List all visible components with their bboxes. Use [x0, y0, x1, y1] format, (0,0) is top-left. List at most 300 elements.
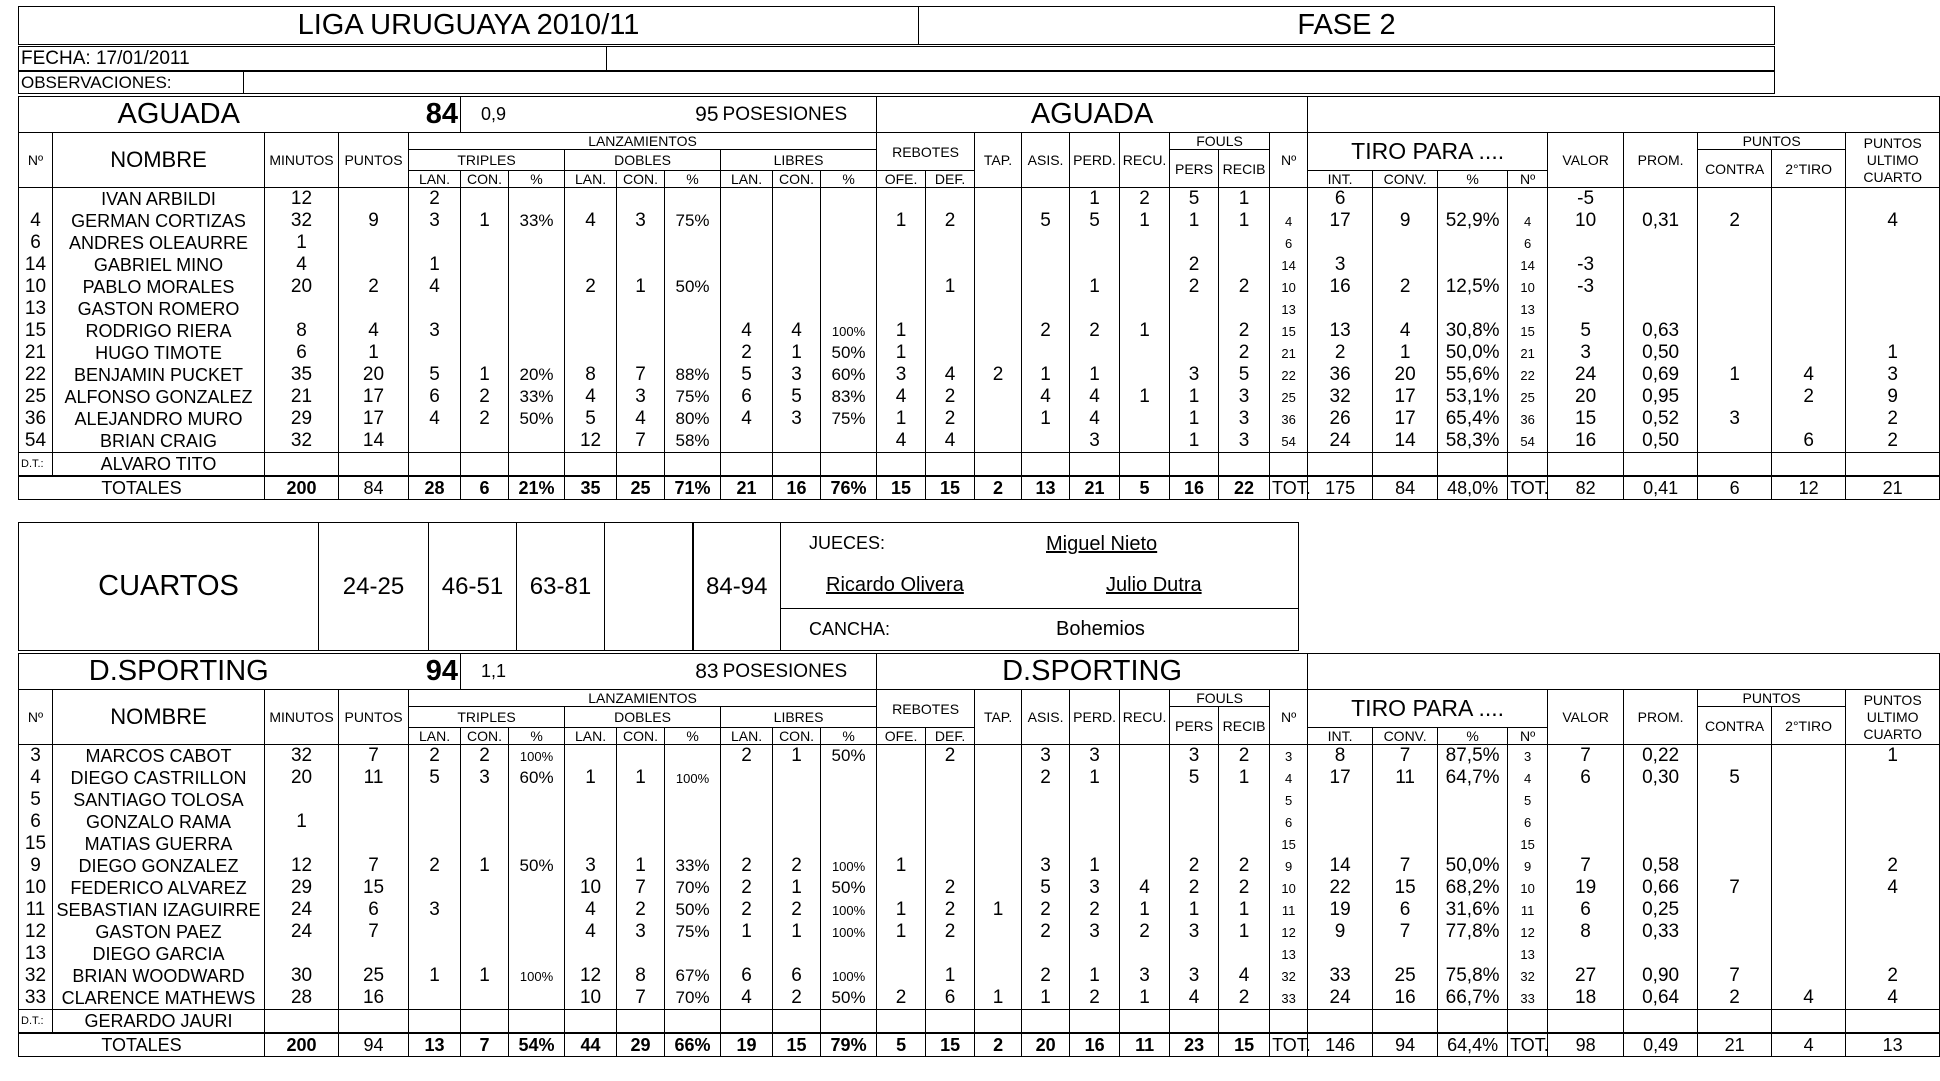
player-cell: PABLO MORALES [53, 276, 265, 298]
player-cell: 10 [565, 877, 617, 899]
judge-1: Miguel Nieto [1046, 533, 1158, 555]
player-cell: 8 [565, 364, 617, 386]
col-recib: RECIB [1219, 150, 1270, 188]
player-cell: 8 [1308, 745, 1373, 768]
player-cell: 4 [1846, 987, 1940, 1010]
player-cell [1219, 298, 1270, 320]
player-cell: 4 [339, 320, 409, 342]
player-cell: 2 [926, 408, 975, 430]
player-cell: 1 [877, 899, 926, 921]
player-cell: 13 [19, 943, 53, 965]
player-cell [975, 188, 1022, 211]
player-cell [265, 833, 339, 855]
player-cell: 5 [1219, 364, 1270, 386]
player-cell: 11 [1373, 767, 1438, 789]
player-cell [1772, 855, 1846, 877]
player-cell [409, 943, 461, 965]
player-cell: 2 [1846, 430, 1940, 453]
player-cell: 4 [409, 408, 461, 430]
col-libres: LIBRES [721, 707, 877, 728]
player-cell [565, 811, 617, 833]
player-cell: 5 [409, 364, 461, 386]
player-cell: 3 [617, 921, 665, 943]
player-cell: 29 [265, 877, 339, 899]
player-cell [975, 210, 1022, 232]
player-cell: 75% [665, 210, 721, 232]
player-cell: 3 [1548, 342, 1624, 364]
player-cell [721, 232, 773, 254]
tot-label: TOT. [1270, 476, 1308, 500]
player-cell: 1 [565, 767, 617, 789]
player-cell [509, 943, 565, 965]
player-cell: 4 [565, 899, 617, 921]
player-cell [975, 767, 1022, 789]
col-sub-ofe: OFE. [877, 728, 926, 745]
player-cell [1308, 789, 1373, 811]
player-cell [1070, 232, 1120, 254]
player-cell: 15 [1508, 320, 1548, 342]
player-cell [1438, 298, 1508, 320]
player-cell [509, 987, 565, 1010]
player-cell: 9 [1373, 210, 1438, 232]
col-sub-def: DEF. [926, 728, 975, 745]
player-cell: 21 [1508, 342, 1548, 364]
total-cell: 21 [1070, 476, 1120, 500]
player-cell [1070, 943, 1120, 965]
player-cell: 2 [339, 276, 409, 298]
player-row [19, 965, 1940, 987]
player-cell: -3 [1548, 254, 1624, 276]
player-cell [1772, 254, 1846, 276]
player-cell: 4 [1772, 987, 1846, 1010]
col-no-2: Nº [1270, 133, 1308, 188]
col-sub-con: CON. [773, 171, 821, 188]
col-sub-ofe: OFE. [877, 171, 926, 188]
player-cell: 20 [1548, 386, 1624, 408]
player-cell: IVAN ARBILDI [53, 188, 265, 211]
player-cell [617, 833, 665, 855]
player-cell [565, 320, 617, 342]
player-cell [1698, 745, 1772, 768]
player-row [19, 943, 1940, 965]
player-cell: 13 [19, 298, 53, 320]
player-cell: 100% [821, 855, 877, 877]
total-cell: 5 [877, 1033, 926, 1057]
player-cell: 33 [1308, 965, 1373, 987]
player-cell: 2 [773, 855, 821, 877]
player-cell: 3 [19, 745, 53, 768]
player-cell [1772, 320, 1846, 342]
quarters-label: CUARTOS [19, 523, 319, 651]
player-cell [617, 298, 665, 320]
player-cell [773, 232, 821, 254]
player-cell [409, 987, 461, 1010]
player-cell [1772, 342, 1846, 364]
player-cell: 1 [773, 745, 821, 768]
player-cell [1772, 298, 1846, 320]
player-cell [773, 188, 821, 211]
player-cell: 15 [1270, 320, 1308, 342]
col-dobles: DOBLES [565, 707, 721, 728]
player-cell [926, 298, 975, 320]
player-cell: 1 [926, 965, 975, 987]
player-cell: 6 [926, 987, 975, 1010]
player-cell [877, 298, 926, 320]
player-cell: 5 [1698, 767, 1772, 789]
player-cell: 6 [721, 386, 773, 408]
player-cell: 4 [926, 430, 975, 453]
player-cell [975, 408, 1022, 430]
player-cell [509, 877, 565, 899]
total-cell: 19 [721, 1033, 773, 1057]
player-cell: 3 [877, 364, 926, 386]
player-cell: MARCOS CABOT [53, 745, 265, 768]
player-cell: 14 [1308, 855, 1373, 877]
quarter-2: 46-51 [429, 523, 517, 651]
player-cell: 11 [339, 767, 409, 789]
player-cell [339, 833, 409, 855]
col-int: INT. [1308, 728, 1373, 745]
col-minutos: MINUTOS [265, 133, 339, 188]
player-cell [1624, 276, 1698, 298]
player-cell: 1 [1070, 855, 1120, 877]
player-cell: 20% [509, 364, 565, 386]
player-cell [665, 833, 721, 855]
player-cell [665, 745, 721, 768]
col-contra: CONTRA [1698, 707, 1772, 745]
player-cell: 1 [1070, 276, 1120, 298]
player-cell [1308, 232, 1373, 254]
player-cell: 2 [721, 899, 773, 921]
team-name-right: D.SPORTING [877, 654, 1308, 690]
total-cell: 82 [1548, 476, 1624, 500]
player-cell [461, 899, 509, 921]
col-int: INT. [1308, 171, 1373, 188]
player-cell: 2 [1120, 188, 1170, 211]
player-cell: 21 [1270, 342, 1308, 364]
player-cell [1438, 188, 1508, 211]
player-cell: 0,50 [1624, 430, 1698, 453]
player-cell: 2 [1170, 855, 1219, 877]
player-cell [1698, 232, 1772, 254]
player-cell: 5 [1022, 210, 1070, 232]
total-cell: 2 [975, 1033, 1022, 1057]
player-cell [1170, 232, 1219, 254]
player-cell: 2 [1373, 276, 1438, 298]
player-cell: 2 [926, 921, 975, 943]
player-cell: 14 [339, 430, 409, 453]
col-no-3: Nº [1508, 171, 1548, 188]
total-cell: 54% [509, 1033, 565, 1057]
player-cell: 1 [617, 276, 665, 298]
player-cell [975, 386, 1022, 408]
player-cell [926, 767, 975, 789]
player-cell [877, 188, 926, 211]
coach-label: D.T.: [19, 1010, 53, 1034]
player-cell: 14 [1270, 254, 1308, 276]
player-cell: 20 [1373, 364, 1438, 386]
col-valor: VALOR [1548, 690, 1624, 745]
player-cell: 11 [1508, 899, 1548, 921]
player-cell: 4 [1270, 210, 1308, 232]
player-cell: 21 [265, 386, 339, 408]
player-cell [1219, 789, 1270, 811]
player-cell: GONZALO RAMA [53, 811, 265, 833]
player-cell: 12 [265, 188, 339, 211]
player-cell [926, 188, 975, 211]
player-cell [975, 342, 1022, 364]
player-cell [1698, 833, 1772, 855]
player-cell [509, 789, 565, 811]
player-cell: 77,8% [1438, 921, 1508, 943]
player-cell [461, 811, 509, 833]
player-cell: 0,63 [1624, 320, 1698, 342]
total-cell: 13 [1846, 1033, 1940, 1057]
col-puntos-ultimo-3: CUARTO [1863, 168, 1922, 185]
player-cell: 9 [1308, 921, 1373, 943]
player-cell [1846, 188, 1940, 211]
col-no-3: Nº [1508, 728, 1548, 745]
col-tiro-para: TIRO PARA .... [1308, 690, 1548, 728]
player-cell: GASTON ROMERO [53, 298, 265, 320]
player-cell [1772, 276, 1846, 298]
possessions-label: POSESIONES [721, 97, 877, 133]
player-cell: 68,2% [1438, 877, 1508, 899]
player-cell: 32 [265, 210, 339, 232]
col-pers: PERS [1170, 150, 1219, 188]
player-cell: 2 [461, 745, 509, 768]
player-cell [617, 745, 665, 768]
player-cell: 0,52 [1624, 408, 1698, 430]
player-cell: 2 [1219, 877, 1270, 899]
player-cell: 83% [821, 386, 877, 408]
player-cell: 2 [975, 364, 1022, 386]
player-cell: 36 [1270, 408, 1308, 430]
player-cell: 2 [1846, 965, 1940, 987]
player-cell: 7 [339, 921, 409, 943]
player-cell [1698, 320, 1772, 342]
player-cell: 30,8% [1438, 320, 1508, 342]
player-cell [1548, 789, 1624, 811]
player-cell: 2 [1170, 276, 1219, 298]
player-cell: 3 [1070, 745, 1120, 768]
player-cell [1846, 276, 1940, 298]
quarter-final: 84-94 [693, 523, 781, 651]
player-cell [773, 789, 821, 811]
total-cell: 71% [665, 476, 721, 500]
total-cell: 11 [1120, 1033, 1170, 1057]
player-cell: 0,64 [1624, 987, 1698, 1010]
player-cell: 1 [1022, 364, 1070, 386]
player-cell [877, 745, 926, 768]
player-cell [1846, 811, 1940, 833]
player-cell: 4 [19, 767, 53, 789]
player-row [19, 789, 1940, 811]
player-cell: 2 [1308, 342, 1373, 364]
total-cell: 29 [617, 1033, 665, 1057]
player-cell [1219, 811, 1270, 833]
player-row [19, 921, 1940, 943]
col-sub-lan: LAN. [409, 171, 461, 188]
player-cell: 19 [1548, 877, 1624, 899]
player-row [19, 188, 1940, 211]
player-cell: 15 [19, 320, 53, 342]
total-cell: 200 [265, 476, 339, 500]
player-cell: 2 [1022, 320, 1070, 342]
player-cell [1548, 232, 1624, 254]
player-cell [565, 943, 617, 965]
player-cell: 4 [1373, 320, 1438, 342]
player-cell: 15 [1270, 833, 1308, 855]
player-cell: 70% [665, 877, 721, 899]
player-cell: 2 [1219, 320, 1270, 342]
player-cell: 2 [773, 899, 821, 921]
player-cell: 1 [1219, 921, 1270, 943]
player-cell: 1 [1120, 987, 1170, 1010]
player-cell: 3 [617, 386, 665, 408]
player-cell: 24 [1308, 430, 1373, 453]
player-cell [721, 276, 773, 298]
coach-label: D.T.: [19, 453, 53, 477]
player-cell [1270, 188, 1308, 211]
tot-label: TOT. [1508, 1033, 1548, 1057]
player-cell: 1 [461, 965, 509, 987]
player-cell [975, 298, 1022, 320]
player-cell [877, 965, 926, 987]
player-cell: 17 [1308, 767, 1373, 789]
player-cell: 13 [1308, 320, 1373, 342]
player-cell: 5 [1170, 188, 1219, 211]
player-cell: 10 [1508, 877, 1548, 899]
player-cell [1022, 342, 1070, 364]
player-cell: 3 [565, 855, 617, 877]
player-cell: 1 [461, 855, 509, 877]
player-cell [773, 833, 821, 855]
player-cell: 66,7% [1438, 987, 1508, 1010]
player-cell [1438, 943, 1508, 965]
player-cell: 60% [509, 767, 565, 789]
player-cell [1022, 232, 1070, 254]
player-cell [509, 320, 565, 342]
player-cell: 6 [721, 965, 773, 987]
player-cell: 15 [1508, 833, 1548, 855]
player-cell: 58% [665, 430, 721, 453]
col-sub-pct: % [509, 171, 565, 188]
total-cell: 84 [339, 476, 409, 500]
player-cell: 6 [1772, 430, 1846, 453]
player-cell: DIEGO GONZALEZ [53, 855, 265, 877]
player-cell: 2 [617, 899, 665, 921]
player-cell: 4 [877, 430, 926, 453]
player-cell: 7 [1373, 745, 1438, 768]
player-cell: 1 [877, 320, 926, 342]
player-cell [1308, 298, 1373, 320]
player-cell [877, 276, 926, 298]
player-cell: 52,9% [1438, 210, 1508, 232]
player-cell [565, 833, 617, 855]
player-cell: 2 [926, 877, 975, 899]
player-cell [409, 877, 461, 899]
player-cell [1698, 386, 1772, 408]
player-cell: 3 [1270, 745, 1308, 768]
player-cell: 6 [1548, 767, 1624, 789]
player-cell: 2 [1022, 767, 1070, 789]
player-cell [339, 254, 409, 276]
player-cell: 5 [1270, 789, 1308, 811]
player-cell: 4 [1022, 386, 1070, 408]
player-cell: 4 [926, 364, 975, 386]
player-cell [1846, 298, 1940, 320]
player-cell [1846, 789, 1940, 811]
player-row [19, 298, 1940, 320]
player-cell [721, 298, 773, 320]
col-puntos: PUNTOS [339, 133, 409, 188]
player-cell: 8 [617, 965, 665, 987]
player-cell: 54 [1270, 430, 1308, 453]
total-cell: 16 [773, 476, 821, 500]
player-cell: 3 [1022, 855, 1070, 877]
player-cell [509, 298, 565, 320]
col-sub-pct: % [509, 728, 565, 745]
player-cell: 87,5% [1438, 745, 1508, 768]
player-cell [665, 811, 721, 833]
player-row [19, 430, 1940, 453]
tot-label: TOT. [1270, 1033, 1308, 1057]
player-cell [975, 877, 1022, 899]
player-cell: 1 [409, 965, 461, 987]
player-cell [1624, 833, 1698, 855]
player-cell: 7 [617, 987, 665, 1010]
player-cell: 50% [821, 342, 877, 364]
player-cell [1219, 232, 1270, 254]
player-cell: 12 [19, 921, 53, 943]
player-cell: 3 [1170, 965, 1219, 987]
player-cell [565, 232, 617, 254]
player-cell [773, 276, 821, 298]
player-cell [926, 254, 975, 276]
player-cell [461, 188, 509, 211]
player-cell [1070, 298, 1120, 320]
player-cell: 25 [339, 965, 409, 987]
player-cell: 24 [1308, 987, 1373, 1010]
player-cell: 0,69 [1624, 364, 1698, 386]
player-cell [1438, 254, 1508, 276]
player-cell [721, 833, 773, 855]
player-cell [1698, 789, 1772, 811]
col-prom: PROM. [1624, 690, 1698, 745]
player-cell [1308, 833, 1373, 855]
player-cell [821, 767, 877, 789]
player-cell [1022, 298, 1070, 320]
player-cell: 7 [617, 364, 665, 386]
player-cell: 2 [773, 987, 821, 1010]
player-cell [509, 232, 565, 254]
player-cell [1624, 943, 1698, 965]
player-cell: 50% [821, 877, 877, 899]
player-cell: 100% [665, 767, 721, 789]
player-cell [1846, 232, 1940, 254]
player-cell: 0,22 [1624, 745, 1698, 768]
player-cell: 7 [1548, 745, 1624, 768]
player-cell: 6 [1548, 899, 1624, 921]
col-pers: PERS [1170, 707, 1219, 745]
player-cell [1698, 254, 1772, 276]
quarter-4 [605, 523, 693, 651]
player-cell [1120, 276, 1170, 298]
player-cell: 1 [773, 877, 821, 899]
player-cell: 2 [1022, 899, 1070, 921]
col-minutos: MINUTOS [265, 690, 339, 745]
